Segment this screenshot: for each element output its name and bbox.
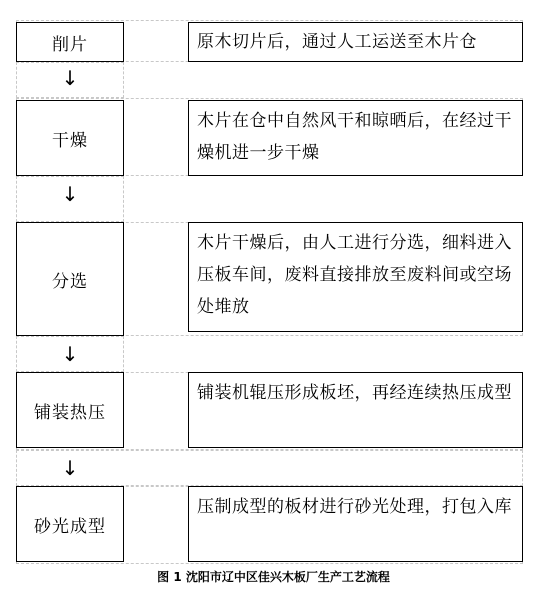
step-box-3 [16,222,124,336]
step-description-text-2: 木片在仓中自然风干和晾晒后，在经过干燥机进一步干燥 [197,111,512,163]
flow-arrow-3: ↓ [61,342,79,366]
step-description-2 [188,100,523,176]
step-box-2 [16,100,124,176]
step-description-5 [188,486,523,562]
step-name-3: 分选 [52,271,88,292]
step-description-3 [188,222,523,332]
step-name-4: 铺装热压 [34,402,106,423]
step-name-1: 削片 [52,34,88,55]
step-description-text-5: 压制成型的板材进行砂光处理，打包入库 [197,497,512,517]
step-description-text-3: 木片干燥后，由人工进行分选，细料进入压板车间，废料直接排放至废料间或空场处堆放 [197,233,512,317]
step-box-4 [16,372,124,448]
flow-arrow-4: ↓ [61,456,79,480]
step-box-5 [16,486,124,562]
step-name-5: 砂光成型 [34,516,106,537]
step-box-1 [16,22,124,62]
flow-arrow-2: ↓ [61,182,79,206]
flow-arrow-1: ↓ [61,66,79,90]
step-description-text-1: 原木切片后，通过人工运送至木片仓 [197,32,477,52]
table-grid-gap-4 [16,450,523,486]
step-name-2: 干燥 [52,130,88,151]
step-description-1 [188,22,523,62]
step-description-4 [188,372,523,448]
figure-caption: 图 1 沈阳市辽中区佳兴木板厂生产工艺流程 [157,570,390,584]
step-description-text-4: 铺装机辊压形成板坯，再经连续热压成型 [197,383,512,403]
